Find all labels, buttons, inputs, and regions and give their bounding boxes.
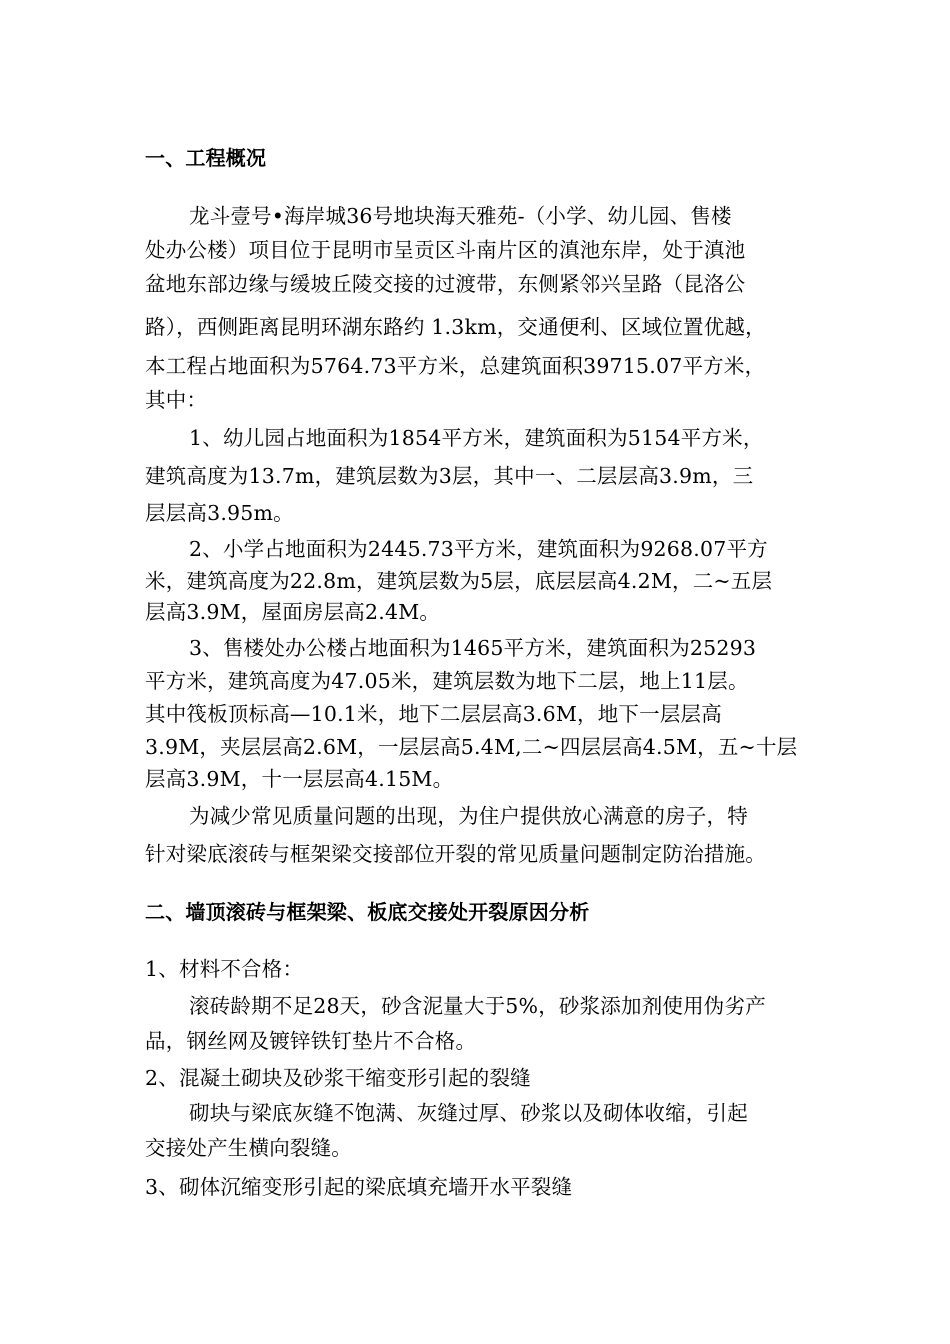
item-3-line: 层高3.9M，十一层层高4.15M。 (145, 767, 454, 791)
item-2-line: 米，建筑高度为22.8m，建筑层数为5层，底层层高4.2M，二~五层 (145, 569, 773, 593)
cause-2-line: 交接处产生横向裂缝。 (145, 1136, 352, 1160)
section-2-heading: 二、墙顶滚砖与框架梁、板底交接处开裂原因分析 (145, 900, 590, 924)
item-1-line: 层层高3.95m。 (145, 501, 294, 525)
item-3-line: 其中筏板顶标高—10.1米，地下二层层高3.6M，地下一层层高 (145, 702, 722, 726)
intro-line: 路），西侧距离昆明环湖东路约 1.3km，交通便利、区域位置优越， (145, 315, 766, 339)
item-1-line: 建筑高度为13.7m，建筑层数为3层，其中一、二层层高3.9m，三 (145, 464, 754, 488)
intro-line: 其中： (145, 388, 208, 412)
cause-2-title: 2、混凝土砌块及砂浆干缩变形引起的裂缝 (145, 1066, 531, 1090)
item-2-line: 2、小学占地面积为2445.73平方米，建筑面积为9268.07平方 (189, 537, 768, 561)
closing-line: 为减少常见质量问题的出现，为住户提供放心满意的房子，特 (189, 804, 748, 828)
item-2-line: 层高3.9M，屋面房层高2.4M。 (145, 600, 441, 624)
cause-1-title: 1、材料不合格： (145, 957, 304, 981)
intro-line: 本工程占地面积为5764.73平方米，总建筑面积39715.07平方米， (145, 354, 766, 378)
section-1-heading: 一、工程概况 (145, 146, 267, 170)
item-3-line: 3、售楼处办公楼占地面积为1465平方米，建筑面积为25293 (189, 636, 757, 660)
item-1-line: 1、幼儿园占地面积为1854平方米，建筑面积为5154平方米， (189, 426, 764, 450)
cause-3-title: 3、砌体沉缩变形引起的梁底填充墙开水平裂缝 (145, 1175, 573, 1199)
item-3-line: 3.9M，夹层层高2.6M，一层层高5.4M,二~四层层高4.5M，五~十层 (145, 735, 798, 759)
closing-line: 针对梁底滚砖与框架梁交接部位开裂的常见质量问题制定防治措施。 (145, 842, 766, 866)
cause-1-line: 品，钢丝网及镀锌铁钉垫片不合格。 (145, 1029, 477, 1053)
cause-1-line: 滚砖龄期不足28天，砂含泥量大于5%，砂浆添加剂使用伪劣产 (189, 994, 766, 1018)
item-3-line: 平方米，建筑高度为47.05米，建筑层数为地下二层，地上11层。 (145, 669, 749, 693)
intro-line: 处办公楼）项目位于昆明市呈贡区斗南片区的滇池东岸，处于滇池 (145, 238, 746, 262)
intro-line: 龙斗壹号•海岸城36号地块海天雅苑-（小学、幼儿园、售楼 (189, 204, 732, 228)
intro-line: 盆地东部边缘与缓坡丘陵交接的过渡带，东侧紧邻兴呈路（昆洛公 (145, 272, 746, 296)
cause-2-line: 砌块与梁底灰缝不饱满、灰缝过厚、砂浆以及砌体收缩，引起 (189, 1101, 748, 1125)
